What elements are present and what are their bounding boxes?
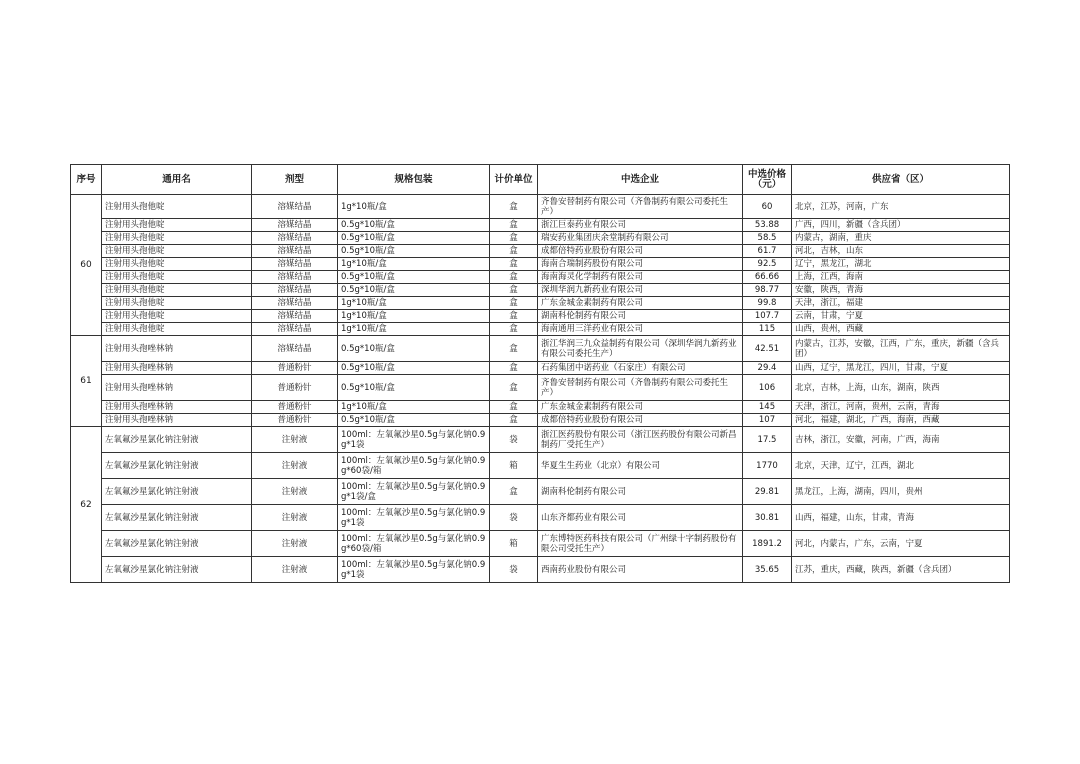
pricing-unit-cell: 盒 <box>490 258 538 271</box>
table-row <box>71 362 1010 375</box>
supply-provinces-cell: 山西，福建，山东，甘肃，青海 <box>792 505 1010 531</box>
generic-name-cell: 左氧氟沙星氯化钠注射液 <box>102 557 252 583</box>
table-row <box>71 453 1010 479</box>
price-cell: 53.88 <box>743 219 792 232</box>
supply-provinces-cell: 河北，吉林，山东 <box>792 245 1010 258</box>
table-row <box>71 219 1010 232</box>
company-cell: 成都倍特药业股份有限公司 <box>538 245 743 258</box>
company-cell: 浙江巨泰药业有限公司 <box>538 219 743 232</box>
spec-package-cell: 1g*10瓶/盒 <box>338 401 490 414</box>
dosage-form-cell: 溶媒结晶 <box>252 258 338 271</box>
supply-provinces-cell: 北京，吉林，上海，山东，湖南，陕西 <box>792 375 1010 401</box>
company-cell: 海南通用三洋药业有限公司 <box>538 323 743 336</box>
generic-name-cell: 注射用头孢他啶 <box>102 195 252 219</box>
company-cell: 瑞安药业集团庆余堂制药有限公司 <box>538 232 743 245</box>
supply-provinces-cell: 广西，四川，新疆（含兵团） <box>792 219 1010 232</box>
price-cell: 107.7 <box>743 310 792 323</box>
pricing-unit-cell: 盒 <box>490 401 538 414</box>
pricing-unit-cell: 箱 <box>490 531 538 557</box>
dosage-form-cell: 注射液 <box>252 557 338 583</box>
pricing-unit-cell: 盒 <box>490 336 538 362</box>
supply-provinces-cell: 上海，江西，海南 <box>792 271 1010 284</box>
dosage-form-cell: 溶媒结晶 <box>252 336 338 362</box>
company-cell: 山东齐都药业有限公司 <box>538 505 743 531</box>
dosage-form-cell: 溶媒结晶 <box>252 310 338 323</box>
spec-package-cell: 1g*10瓶/盒 <box>338 195 490 219</box>
price-cell: 107 <box>743 414 792 427</box>
price-cell: 92.5 <box>743 258 792 271</box>
company-cell: 华夏生生药业（北京）有限公司 <box>538 453 743 479</box>
company-cell: 齐鲁安替制药有限公司（齐鲁制药有限公司委托生产） <box>538 375 743 401</box>
pricing-unit-cell: 盒 <box>490 310 538 323</box>
spec-package-cell: 1g*10瓶/盒 <box>338 297 490 310</box>
generic-name-cell: 注射用头孢他啶 <box>102 219 252 232</box>
spec-package-cell: 1g*10瓶/盒 <box>338 258 490 271</box>
table-row <box>71 401 1010 414</box>
header-cell: 规格包装 <box>338 165 490 195</box>
header-row <box>71 165 1010 195</box>
dosage-form-cell: 普通粉针 <box>252 375 338 401</box>
price-cell: 61.7 <box>743 245 792 258</box>
generic-name-cell: 左氧氟沙星氯化钠注射液 <box>102 427 252 453</box>
supply-provinces-cell: 黑龙江，上海，湖南，四川，贵州 <box>792 479 1010 505</box>
header-cell: 通用名 <box>102 165 252 195</box>
supply-provinces-cell: 山西，贵州，西藏 <box>792 323 1010 336</box>
spec-package-cell: 0.5g*10瓶/盒 <box>338 375 490 401</box>
generic-name-cell: 注射用头孢唑林钠 <box>102 401 252 414</box>
winning-bid-table <box>70 164 1010 583</box>
table-row <box>71 375 1010 401</box>
table-row <box>71 323 1010 336</box>
table-row <box>71 284 1010 297</box>
supply-provinces-cell: 北京，江苏，河南，广东 <box>792 195 1010 219</box>
company-cell: 湖南科伦制药有限公司 <box>538 310 743 323</box>
supply-provinces-cell: 北京，天津，辽宁，江西，湖北 <box>792 453 1010 479</box>
table-row <box>71 232 1010 245</box>
group-number-cell: 62 <box>71 427 102 583</box>
price-cell: 17.5 <box>743 427 792 453</box>
table-row <box>71 297 1010 310</box>
price-cell: 42.51 <box>743 336 792 362</box>
generic-name-cell: 注射用头孢他啶 <box>102 245 252 258</box>
company-cell: 西南药业股份有限公司 <box>538 557 743 583</box>
spec-package-cell: 1g*10瓶/盒 <box>338 323 490 336</box>
generic-name-cell: 左氧氟沙星氯化钠注射液 <box>102 453 252 479</box>
pricing-unit-cell: 袋 <box>490 557 538 583</box>
spec-package-cell: 100ml：左氧氟沙星0.5g与氯化钠0.9g*1袋 <box>338 427 490 453</box>
supply-provinces-cell: 河北，内蒙古，广东，云南，宁夏 <box>792 531 1010 557</box>
pricing-unit-cell: 盒 <box>490 479 538 505</box>
header-cell: 中选价格（元） <box>743 165 792 195</box>
table-row <box>71 271 1010 284</box>
header-cell: 计价单位 <box>490 165 538 195</box>
supply-provinces-cell: 天津，浙江，河南，贵州，云南，青海 <box>792 401 1010 414</box>
generic-name-cell: 注射用头孢他啶 <box>102 323 252 336</box>
company-cell: 湖南科伦制药有限公司 <box>538 479 743 505</box>
company-cell: 石药集团中诺药业（石家庄）有限公司 <box>538 362 743 375</box>
supply-provinces-cell: 江苏，重庆，西藏，陕西，新疆（含兵团） <box>792 557 1010 583</box>
company-cell: 广东金城金素制药有限公司 <box>538 401 743 414</box>
generic-name-cell: 注射用头孢他啶 <box>102 232 252 245</box>
supply-provinces-cell: 吉林，浙江，安徽，河南，广西，海南 <box>792 427 1010 453</box>
header-cell: 中选企业 <box>538 165 743 195</box>
dosage-form-cell: 溶媒结晶 <box>252 271 338 284</box>
group-number-cell: 61 <box>71 336 102 427</box>
dosage-form-cell: 普通粉针 <box>252 362 338 375</box>
dosage-form-cell: 注射液 <box>252 531 338 557</box>
generic-name-cell: 注射用头孢他啶 <box>102 258 252 271</box>
price-cell: 60 <box>743 195 792 219</box>
spec-package-cell: 0.5g*10瓶/盒 <box>338 414 490 427</box>
company-cell: 浙江医药股份有限公司（浙江医药股份有限公司新昌制药厂受托生产） <box>538 427 743 453</box>
generic-name-cell: 注射用头孢唑林钠 <box>102 414 252 427</box>
table-row <box>71 195 1010 219</box>
spec-package-cell: 100ml：左氧氟沙星0.5g与氯化钠0.9g*1袋 <box>338 505 490 531</box>
pricing-unit-cell: 盒 <box>490 414 538 427</box>
price-cell: 29.4 <box>743 362 792 375</box>
header-cell: 剂型 <box>252 165 338 195</box>
price-cell: 66.66 <box>743 271 792 284</box>
pricing-unit-cell: 盒 <box>490 284 538 297</box>
price-cell: 106 <box>743 375 792 401</box>
table-row <box>71 258 1010 271</box>
price-cell: 35.65 <box>743 557 792 583</box>
price-cell: 29.81 <box>743 479 792 505</box>
spec-package-cell: 0.5g*10瓶/盒 <box>338 245 490 258</box>
generic-name-cell: 左氧氟沙星氯化钠注射液 <box>102 479 252 505</box>
dosage-form-cell: 溶媒结晶 <box>252 219 338 232</box>
table-row <box>71 531 1010 557</box>
table-row <box>71 505 1010 531</box>
dosage-form-cell: 溶媒结晶 <box>252 245 338 258</box>
generic-name-cell: 左氧氟沙星氯化钠注射液 <box>102 531 252 557</box>
pricing-unit-cell: 盒 <box>490 245 538 258</box>
company-cell: 齐鲁安替制药有限公司（齐鲁制药有限公司委托生产） <box>538 195 743 219</box>
pricing-unit-cell: 箱 <box>490 453 538 479</box>
dosage-form-cell: 溶媒结晶 <box>252 284 338 297</box>
spec-package-cell: 0.5g*10瓶/盒 <box>338 336 490 362</box>
dosage-form-cell: 注射液 <box>252 453 338 479</box>
company-cell: 广东金城金素制药有限公司 <box>538 297 743 310</box>
table-body <box>71 195 1010 583</box>
generic-name-cell: 注射用头孢他啶 <box>102 284 252 297</box>
supply-provinces-cell: 内蒙古，湖南，重庆 <box>792 232 1010 245</box>
company-cell: 广东博特医药科技有限公司（广州绿十字制药股份有限公司受托生产） <box>538 531 743 557</box>
dosage-form-cell: 溶媒结晶 <box>252 195 338 219</box>
pricing-unit-cell: 盒 <box>490 297 538 310</box>
spec-package-cell: 0.5g*10瓶/盒 <box>338 219 490 232</box>
dosage-form-cell: 溶媒结晶 <box>252 232 338 245</box>
spec-package-cell: 100ml：左氧氟沙星0.5g与氯化钠0.9g*60袋/箱 <box>338 453 490 479</box>
generic-name-cell: 注射用头孢他啶 <box>102 271 252 284</box>
table-row <box>71 336 1010 362</box>
procurement-table-sheet <box>70 164 1009 583</box>
supply-provinces-cell: 天津，浙江，福建 <box>792 297 1010 310</box>
pricing-unit-cell: 盒 <box>490 195 538 219</box>
price-cell: 98.77 <box>743 284 792 297</box>
generic-name-cell: 注射用头孢他啶 <box>102 310 252 323</box>
pricing-unit-cell: 盒 <box>490 271 538 284</box>
pricing-unit-cell: 袋 <box>490 427 538 453</box>
price-cell: 115 <box>743 323 792 336</box>
company-cell: 成都倍特药业股份有限公司 <box>538 414 743 427</box>
header-cell: 供应省（区） <box>792 165 1010 195</box>
spec-package-cell: 100ml：左氧氟沙星0.5g与氯化钠0.9g*60袋/箱 <box>338 531 490 557</box>
spec-package-cell: 100ml：左氧氟沙星0.5g与氯化钠0.9g*1袋 <box>338 557 490 583</box>
table-row <box>71 427 1010 453</box>
dosage-form-cell: 注射液 <box>252 505 338 531</box>
pricing-unit-cell: 盒 <box>490 375 538 401</box>
table-row <box>71 479 1010 505</box>
supply-provinces-cell: 辽宁，黑龙江，湖北 <box>792 258 1010 271</box>
pricing-unit-cell: 盒 <box>490 232 538 245</box>
pricing-unit-cell: 盒 <box>490 362 538 375</box>
pricing-unit-cell: 袋 <box>490 505 538 531</box>
dosage-form-cell: 普通粉针 <box>252 401 338 414</box>
spec-package-cell: 0.5g*10瓶/盒 <box>338 362 490 375</box>
company-cell: 海南合瑞制药股份有限公司 <box>538 258 743 271</box>
supply-provinces-cell: 山西，辽宁，黑龙江，四川，甘肃，宁夏 <box>792 362 1010 375</box>
table-row <box>71 310 1010 323</box>
price-cell: 58.5 <box>743 232 792 245</box>
spec-package-cell: 0.5g*10瓶/盒 <box>338 232 490 245</box>
header-cell: 序号 <box>71 165 102 195</box>
spec-package-cell: 0.5g*10瓶/盒 <box>338 284 490 297</box>
generic-name-cell: 注射用头孢他啶 <box>102 297 252 310</box>
spec-package-cell: 100ml：左氧氟沙星0.5g与氯化钠0.9g*1袋/盒 <box>338 479 490 505</box>
price-cell: 99.8 <box>743 297 792 310</box>
supply-provinces-cell: 云南，甘肃，宁夏 <box>792 310 1010 323</box>
price-cell: 1770 <box>743 453 792 479</box>
spec-package-cell: 1g*10瓶/盒 <box>338 310 490 323</box>
supply-provinces-cell: 安徽，陕西，青海 <box>792 284 1010 297</box>
company-cell: 深圳华润九新药业有限公司 <box>538 284 743 297</box>
table-row <box>71 414 1010 427</box>
supply-provinces-cell: 河北，福建，湖北，广西，海南，西藏 <box>792 414 1010 427</box>
table-row <box>71 557 1010 583</box>
generic-name-cell: 注射用头孢唑林钠 <box>102 362 252 375</box>
dosage-form-cell: 注射液 <box>252 479 338 505</box>
spec-package-cell: 0.5g*10瓶/盒 <box>338 271 490 284</box>
company-cell: 浙江华润三九众益制药有限公司（深圳华润九新药业有限公司委托生产） <box>538 336 743 362</box>
price-cell: 30.81 <box>743 505 792 531</box>
dosage-form-cell: 注射液 <box>252 427 338 453</box>
supply-provinces-cell: 内蒙古，江苏，安徽，江西，广东，重庆，新疆（含兵团） <box>792 336 1010 362</box>
generic-name-cell: 左氧氟沙星氯化钠注射液 <box>102 505 252 531</box>
dosage-form-cell: 溶媒结晶 <box>252 323 338 336</box>
dosage-form-cell: 普通粉针 <box>252 414 338 427</box>
company-cell: 海南海灵化学制药有限公司 <box>538 271 743 284</box>
pricing-unit-cell: 盒 <box>490 219 538 232</box>
generic-name-cell: 注射用头孢唑林钠 <box>102 375 252 401</box>
pricing-unit-cell: 盒 <box>490 323 538 336</box>
price-cell: 1891.2 <box>743 531 792 557</box>
table-row <box>71 245 1010 258</box>
generic-name-cell: 注射用头孢唑林钠 <box>102 336 252 362</box>
dosage-form-cell: 溶媒结晶 <box>252 297 338 310</box>
group-number-cell: 60 <box>71 195 102 336</box>
price-cell: 145 <box>743 401 792 414</box>
